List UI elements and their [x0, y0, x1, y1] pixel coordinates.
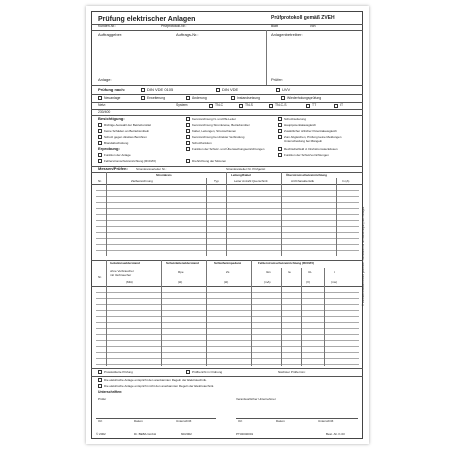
checkbox-tn-s[interactable]	[239, 104, 243, 108]
checkbox-neuanlage[interactable]	[98, 96, 102, 100]
messen-title: Messen/Prüfen:	[98, 166, 128, 171]
pruefart-neuanlage: Neuanlage	[104, 95, 121, 100]
table-row	[96, 340, 359, 341]
t2-col-idn: IΔn	[266, 270, 271, 274]
form-title: Prüfung elektrischer Anlagen	[98, 16, 196, 23]
naechster-termin-label: Nächster Prüftermin:	[278, 369, 306, 374]
t1-col-char: Art/Charakteristik	[291, 179, 315, 183]
table-row	[96, 322, 359, 323]
pruefart-aenderung: Änderung	[192, 95, 207, 100]
sig-ort-1: Ort	[98, 419, 103, 423]
sig-pruefer-label: Prüfer	[98, 397, 107, 401]
t2-unit-v: (V)	[306, 280, 310, 284]
t1-group-stromkreis: Stromkreis	[156, 173, 172, 177]
protocol-sheet	[86, 6, 369, 444]
t2-unit-ma: (mA)	[264, 280, 271, 284]
t2-group-iso: Isolationswiderstand	[110, 261, 140, 265]
statement-entspricht: Die elektrische Anlage entspricht den anerkannten Regeln der Elektrotechnik.	[104, 377, 207, 382]
checkbox-besichtigung-3-1[interactable]	[278, 117, 282, 121]
checkbox-besichtigung-2-5[interactable]	[186, 141, 190, 145]
table-row	[96, 220, 359, 221]
anlage-label: Anlage:	[98, 77, 112, 82]
pruefer-label: Prüfer:	[271, 77, 284, 82]
checkbox-besichtigung-1-4[interactable]	[98, 141, 102, 145]
messen-extra: Stromkreisteiler Nr. Prüfgerät:	[226, 166, 266, 171]
checkbox-besichtigung-3-3[interactable]	[278, 129, 282, 133]
t2-unit-ms: (ms)	[331, 280, 337, 284]
checkbox-besichtigung-1-1[interactable]	[98, 123, 102, 127]
t2-unit-mohm: (MΩ)	[126, 280, 133, 284]
checkbox-erweiterung[interactable]	[141, 96, 145, 100]
table-row	[96, 226, 359, 227]
publisher: Dr. BEBA GmbH	[134, 432, 157, 436]
table-row	[96, 244, 359, 245]
checkbox-instandsetzung[interactable]	[231, 96, 235, 100]
sig-unterschrift-1: Unterschrift	[176, 419, 192, 423]
pruefung-nach-label: Prüfung nach:	[98, 87, 126, 92]
t2-group-rcd: Fehlerstromschutzeinrichtung (RCD/FI)	[258, 261, 315, 265]
anlagenbetreiber-label: Anlagenbetreiber:	[271, 32, 303, 37]
t2-col-zs: Zs	[226, 270, 230, 274]
besichtigung-item: Kennzeichnung bei direkter Verbindung	[192, 134, 245, 139]
table-row	[96, 334, 359, 335]
table-row	[96, 304, 359, 305]
checkbox-din-vde[interactable]	[216, 88, 220, 92]
pruefart-wiederholung: Wiederholungsprüfung	[287, 95, 322, 100]
checkbox-tn-c[interactable]	[209, 104, 213, 108]
besichtigung-item: Schutzisolierung	[284, 116, 307, 121]
t1-col-nr: Nr.	[98, 179, 102, 183]
sig-ort-2: Ort	[238, 419, 243, 423]
besichtigung-item: Zum Abgleichen, Prüfung keine Meldungen	[284, 134, 342, 139]
form-number: 60/2002	[181, 432, 192, 436]
t2-col-ul: UL	[308, 270, 312, 274]
checkbox-protokollierte[interactable]	[98, 370, 102, 374]
form-code: PT32040001	[236, 432, 254, 436]
besichtigung-item: Brandabschottung	[104, 140, 129, 145]
sheet-frame	[91, 11, 363, 439]
table-row	[96, 202, 359, 203]
von-label: von	[310, 24, 316, 28]
t2-col-mit: mit Verbraucher	[110, 273, 132, 277]
t2-col-rpe: Rpe	[178, 270, 184, 274]
option-din-vde: DIN VDE	[222, 87, 239, 92]
checkbox-erprobung-1-2[interactable]	[98, 159, 102, 163]
erprobung-item: Funktion der Schutz- und Überwachungseinrichtungen	[192, 146, 265, 151]
t1-col-leiter: Leiter Anzahl Querschnitt	[234, 179, 268, 183]
checkbox-erprobung-1-1[interactable]	[98, 153, 102, 157]
t2-group-schleife: Schleifenimpedanz	[214, 261, 242, 265]
t1-group-ueberstrom: Überstromschutzeinrichtung	[286, 173, 328, 177]
table-row	[96, 358, 359, 359]
besichtigung-item: Schutz gegen direktes Berühren	[104, 134, 147, 139]
t2-unit-ohm: (Ω)	[178, 280, 183, 284]
sig-verantwortlicher-label: Verantwortlicher Unternehmer	[236, 397, 276, 401]
erprobung-item: Funktion der Schutzvorrichtungen	[284, 152, 329, 157]
t2-group-schutz: Schutzleiterwiderstand	[166, 261, 199, 265]
table-row	[96, 298, 359, 299]
t1-col-in: In (A)	[342, 179, 350, 183]
besichtigung-item: Hauptpotentialausgleich	[284, 122, 317, 127]
copyright: © 2002	[96, 432, 106, 436]
checkbox-erprobung-2-1[interactable]	[186, 147, 190, 151]
footer-check-2: Prüfbericht in Ordnung	[192, 369, 223, 374]
table-row	[96, 316, 359, 317]
checkbox-pruefbericht[interactable]	[186, 370, 190, 374]
table-row	[96, 196, 359, 197]
netz-system: System:	[176, 103, 189, 107]
checkbox-besichtigung-2-2[interactable]	[186, 123, 190, 127]
besichtigung-item: Kennzeichnung N- und PE-Leiter	[192, 116, 236, 121]
t2-unit-ohm-zs: (Ω)	[224, 280, 229, 284]
checkbox-erprobung-3-2[interactable]	[278, 153, 282, 157]
erprobung-item: Fehlerstromschutzeinrichtung (RCD/FI)	[104, 158, 157, 163]
pruefart-instandsetzung: Instandsetzung	[237, 95, 260, 100]
checkbox-entspricht-nicht[interactable]	[98, 384, 102, 388]
table-row	[96, 310, 359, 311]
unterschriften-label: Unterschriften:	[98, 390, 123, 394]
table-row	[96, 364, 359, 365]
netz-label: Netz:	[98, 103, 106, 107]
pruefprotokoll-nr-label: Prüfprotokoll-Nr.:	[161, 24, 187, 28]
erprobung-item: Funktion der Anlage	[104, 152, 131, 157]
table-row	[96, 328, 359, 329]
netz-tt: TT	[312, 103, 317, 107]
table-row	[96, 214, 359, 215]
t2-col-ia: Ia	[288, 270, 291, 274]
netz-tn-s: TN-S	[245, 103, 253, 107]
checkbox-besichtigung-1-2[interactable]	[98, 129, 102, 133]
checkbox-uvv[interactable]	[276, 88, 280, 92]
checkbox-besichtigung-2-1[interactable]	[186, 117, 190, 121]
t1-col-bez: Zielbezeichnung	[131, 179, 153, 183]
checkbox-it[interactable]	[334, 104, 338, 108]
table-row	[96, 208, 359, 209]
table-row	[96, 238, 359, 239]
blatt-label: Blatt	[271, 24, 278, 28]
checkbox-besichtigung-3-4[interactable]	[278, 135, 282, 139]
checkbox-wiederholung[interactable]	[281, 96, 285, 100]
table-row	[96, 232, 359, 233]
besichtigung-item: Zusätzlicher örtlicher Potentialausgleich	[284, 128, 337, 133]
checkbox-entspricht[interactable]	[98, 378, 102, 382]
t2-col-t: t	[334, 270, 335, 274]
checkbox-aenderung[interactable]	[186, 96, 190, 100]
checkbox-tn-c-s[interactable]	[269, 104, 273, 108]
kunden-nr-label: Kunden-Nr.:	[98, 24, 117, 28]
table-row	[96, 190, 359, 191]
checkbox-besichtigung-3-2[interactable]	[278, 123, 282, 127]
messen-subtitle: Stromkreisverteiler Nr.:	[136, 166, 167, 171]
besichtigung-item: Unterscheidung bei Mängeln	[284, 139, 323, 143]
t1-col-typ: Typ	[214, 179, 219, 183]
checkbox-besichtigung-2-3[interactable]	[186, 129, 190, 133]
t2-col-nr: Nr.	[98, 275, 102, 279]
erprobung-title: Erprobung:	[98, 146, 120, 151]
erprobung-item: Drehrichtung der Motoren	[192, 158, 227, 163]
side-copyright: © Vordruck urheberrechtlich geschützt. Nachdruck nur mit Genehmigung des Verlages	[362, 206, 365, 306]
checkbox-tt[interactable]	[306, 104, 310, 108]
table-row	[96, 352, 359, 353]
table-row	[96, 292, 359, 293]
checkbox-din-0105[interactable]	[141, 88, 145, 92]
t1-group-leitung: Leitung/Kabel	[231, 173, 251, 177]
besichtigung-title: Besichtigung:	[98, 116, 125, 121]
besichtigung-item: Keine Schäden an Betriebsmitteln	[104, 128, 150, 133]
option-din-0105: DIN VDE 0105	[147, 87, 174, 92]
t2-col-ohne: ohne Verbraucher	[110, 269, 134, 273]
auftrags-nr-label: Auftrags-Nr.:	[176, 32, 199, 37]
checkbox-besichtigung-1-3[interactable]	[98, 135, 102, 139]
besichtigung-item: Schutzfunktion	[192, 140, 212, 145]
besichtigung-item: Richtige Auswahl der Betriebsmittel	[104, 122, 152, 127]
checkbox-erprobung-2-2[interactable]	[186, 159, 190, 163]
checkbox-besichtigung-2-4[interactable]	[186, 135, 190, 139]
besichtigung-item: Kabel, Leitungen, Stromschienen	[192, 128, 237, 133]
option-uvv: UVV	[282, 87, 291, 92]
netz-tn-c: TN-C	[215, 103, 224, 107]
erprobung-item: Rechtsdrehfeld d. Drehstromsteckdosen	[284, 146, 338, 151]
table-row	[96, 250, 359, 251]
sig-datum-2: Datum	[276, 419, 285, 423]
auftraggeber-label: Auftraggeber:	[98, 32, 123, 37]
best-nr: Best.-Nr. K.03	[326, 432, 345, 436]
pruefart-erweiterung: Erweiterung	[147, 95, 166, 100]
footer-check-1: Protokollierte Prüfung	[104, 369, 133, 374]
checkbox-erprobung-3-1[interactable]	[278, 147, 282, 151]
sig-datum-1: Datum	[134, 419, 143, 423]
form-subtitle: Prüfprotokoll gemäß ZVEH	[271, 15, 335, 21]
sig-unterschrift-2: Unterschrift	[318, 419, 334, 423]
netz-tn-c-s: TN-C-S	[275, 103, 287, 107]
netz-voltage: 230/400	[98, 109, 111, 114]
netz-it: IT	[340, 103, 344, 107]
statement-entspricht-nicht: Die elektrische Anlage entspricht nicht den anerkannten Regeln der Elektrotechnik.	[104, 383, 215, 388]
table-row	[96, 346, 359, 347]
besichtigung-item: Kennzeichnung Stromkreise, Betriebsmittel	[192, 122, 250, 127]
